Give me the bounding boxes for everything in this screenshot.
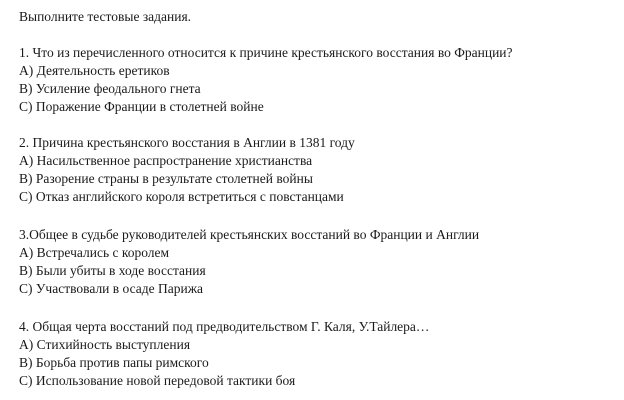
answer-option-b: B) Разорение страны в результате столетней войны xyxy=(19,171,313,186)
question-1 xyxy=(19,44,513,116)
question-2 xyxy=(19,134,355,206)
question-4 xyxy=(19,318,429,390)
question-text: 3.Общее в судьбе руководителей крестьянских восстаний во Франции и Англии xyxy=(19,227,480,242)
answer-option-c: C) Поражение Франции в столетней войне xyxy=(19,99,264,114)
answer-option-c: C) Использование новой передовой тактики боя xyxy=(19,373,296,388)
question-3 xyxy=(19,226,479,298)
instruction-heading: Выполните тестовые задания. xyxy=(19,9,192,24)
answer-option-a: A) Встречались с королем xyxy=(19,245,170,260)
answer-option-c: C) Отказ английского короля встретиться с повстанцами xyxy=(19,189,344,204)
answer-option-a: A) Деятельность еретиков xyxy=(19,63,170,78)
answer-option-c: C) Участвовали в осаде Парижа xyxy=(19,281,204,296)
answer-option-b: B) Борьба против папы римского xyxy=(19,355,209,370)
question-text: 1. Что из перечисленного относится к причине крестьянского восстания во Франции? xyxy=(19,45,513,60)
answer-option-a: A) Стихийность выступления xyxy=(19,337,191,352)
answer-option-b: B) Были убиты в ходе восстания xyxy=(19,263,206,278)
question-text: 4. Общая черта восстаний под предводительством Г. Каля, У.Тайлера… xyxy=(19,319,430,334)
answer-option-a: A) Насильственное распространение христианства xyxy=(19,153,313,168)
answer-option-b: B) Усиление феодального гнета xyxy=(19,81,201,96)
question-text: 2. Причина крестьянского восстания в Англии в 1381 году xyxy=(19,135,355,150)
